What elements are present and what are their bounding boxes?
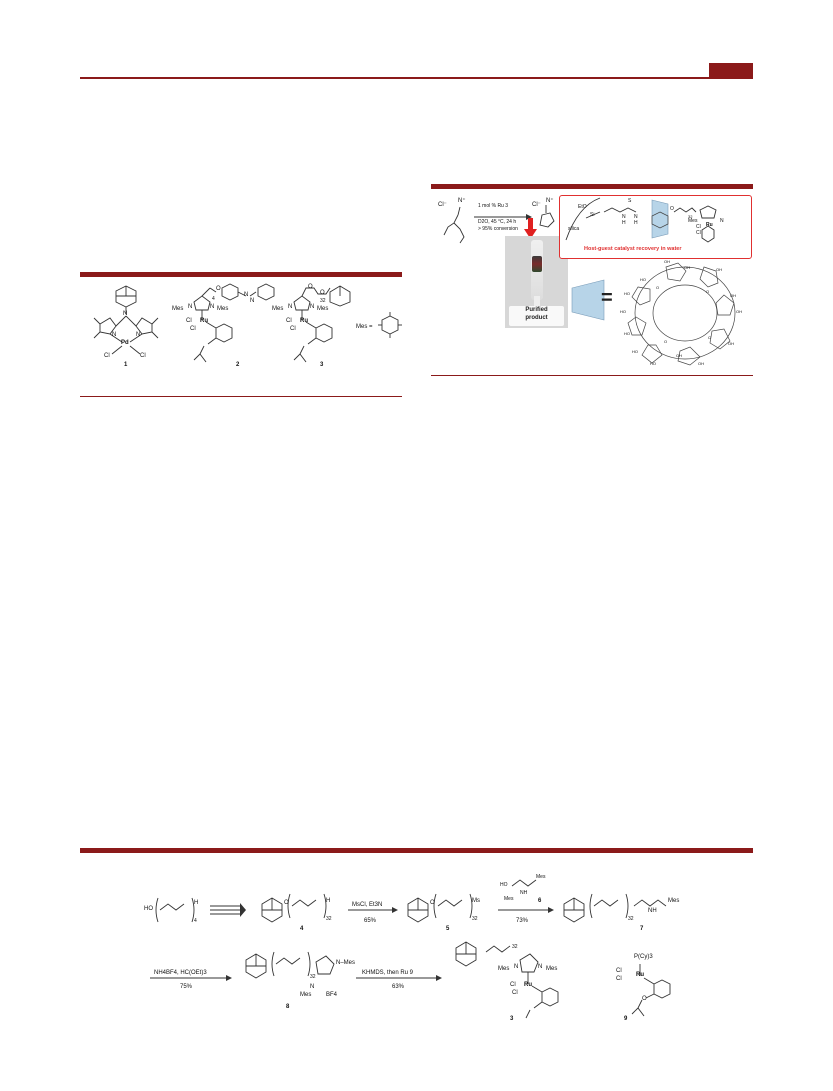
compound-2 [170, 282, 280, 370]
product3-n-right: N [538, 964, 543, 970]
product3-n-left: N [514, 964, 519, 970]
start-subscript: 4 [194, 918, 197, 924]
cd-label-6: OH [730, 293, 736, 298]
compound-2-n-left: N [188, 304, 193, 310]
product3-cl2: Cl [512, 990, 518, 996]
product8-n: N [310, 984, 315, 990]
compound-3-mes-left: Mes [272, 306, 284, 312]
product9-number: 9 [624, 1016, 628, 1022]
callout-cl2: Cl [696, 230, 701, 236]
cd-label-15: HO [632, 349, 638, 354]
callout-metal: Ru [706, 222, 713, 228]
product8-mes: Mes [300, 992, 312, 998]
start-h: H [194, 900, 199, 906]
product9-cl2: Cl [616, 976, 622, 982]
scheme-row-1 [140, 874, 740, 938]
cd-label-11: O [708, 335, 712, 340]
compound-3-o2: O [320, 290, 325, 296]
compound-3-cl1: Cl [286, 318, 292, 324]
host-guest-callout [559, 195, 752, 259]
header-rule [80, 77, 753, 79]
compound-1-cl-left: Cl [104, 353, 110, 359]
cd-label-12: OH [728, 341, 734, 346]
start-ho: HO [144, 906, 153, 912]
arrow2-yield: 65% [364, 918, 377, 924]
rcm-ammonium-left: N⁺ [458, 198, 466, 204]
compound-2-n-azo1: N [244, 292, 249, 298]
product5-subscript: 32 [472, 916, 478, 922]
product3-mes-right: Mes [546, 966, 558, 972]
product3-mes-left: Mes [498, 966, 510, 972]
callout-title: Host-guest catalyst recovery in water [584, 246, 682, 252]
compound-2-mes-left: Mes [172, 306, 184, 312]
product4-o: O [284, 900, 289, 906]
compound-3-number: 3 [320, 362, 324, 368]
rcm-counterion-left: Cl⁻ [438, 202, 447, 208]
callout-subscript: 32 [688, 214, 693, 219]
callout-urea-s: S [628, 198, 632, 204]
cd-label-14: OH [676, 353, 682, 358]
cd-label-1: OH [664, 259, 670, 264]
compound-1-structure [88, 282, 166, 370]
product9-o: O [642, 996, 647, 1002]
cd-label-13: HO [624, 331, 630, 336]
compound-3-metal: Ru [300, 318, 308, 324]
product3-number: 3 [510, 1016, 514, 1022]
compound-3 [270, 282, 370, 370]
compound-1-number: 1 [124, 362, 128, 368]
compound-2-subscript: 4 [212, 296, 215, 302]
reagent6-mes1: Mes [536, 874, 546, 880]
compound-2-o: O [216, 286, 221, 292]
product5-o: O [430, 900, 435, 906]
mes-definition-label: Mes = [356, 324, 373, 330]
arrow3-yield: 73% [516, 918, 529, 924]
mesityl-ring-structure [356, 314, 402, 344]
cd-label-16: OH [698, 361, 704, 366]
compound-2-cl2: Cl [190, 326, 196, 332]
callout-n: N [720, 218, 724, 224]
compound-3-n-right: N [310, 304, 315, 310]
compound-3-subscript: 32 [320, 298, 326, 304]
product3-metal: Ru [524, 982, 532, 988]
callout-urea-n2: N [634, 214, 638, 220]
compound-3-o1: O [308, 284, 313, 290]
compound-3-mes-right: Mes [317, 306, 329, 312]
purified-product-caption-line2: product [525, 315, 548, 321]
product9-metal: Ru [636, 972, 644, 978]
callout-urea-h1: H [622, 220, 626, 226]
figure-right-bottom-rule [431, 375, 753, 376]
compound-3-n-left: N [288, 304, 293, 310]
compound-1 [88, 282, 166, 370]
reagent6-mes2: Mes [504, 896, 514, 902]
callout-eto: EtO [578, 204, 587, 210]
product3-cl1: Cl [510, 982, 516, 988]
product9-pcy3: P(Cy)3 [634, 954, 653, 960]
rcm-condition-3: > 95% conversion [478, 226, 518, 232]
product8-bf4: BF4 [326, 992, 338, 998]
product8-n-mes: N–Mes [336, 960, 356, 966]
purified-product-caption-line1: Purified [525, 307, 548, 313]
cd-label-9: O [656, 285, 660, 290]
compound-1-cl-right: Cl [140, 353, 146, 359]
column-catalyst-band [532, 256, 542, 272]
scheme-top-rule [80, 848, 753, 853]
cd-label-17: O [664, 339, 668, 344]
cd-label-3: OH [716, 267, 722, 272]
compound-2-mes-right: Mes [217, 306, 229, 312]
product4-h: H [326, 898, 331, 904]
product4-subscript: 32 [326, 916, 332, 922]
reagent6-ho: HO [500, 882, 508, 888]
product9-cl1: Cl [616, 968, 622, 974]
cyclodextrin-structure [620, 257, 750, 370]
product5-number: 5 [446, 926, 450, 932]
compound-2-cl1: Cl [186, 318, 192, 324]
product7-subscript: 32 [628, 916, 634, 922]
product8-subscript: 32 [310, 974, 316, 980]
row2-arrow2-yield: 63% [392, 984, 405, 990]
cd-label-18: HO [650, 361, 656, 366]
product5-ms: Ms [472, 898, 480, 904]
compound-1-n-top: N [123, 311, 128, 317]
row2-arrow1-reagents: NH4BF4, HC(OEt)3 [154, 970, 207, 976]
cd-label-4: HO [640, 277, 646, 282]
compound-2-n-right: N [210, 304, 215, 310]
row2-arrow2-reagents: KHMDS, then Ru 9 [362, 970, 414, 976]
rcm-counterion-right: Cl⁻ [532, 202, 541, 208]
product4-number: 4 [300, 926, 304, 932]
rcm-condition-1: 1 mol % Ru 3 [478, 203, 509, 209]
compound-2-metal: Ru [200, 318, 208, 324]
callout-silica: silica [568, 226, 580, 232]
compound-2-n-azo2: N [250, 298, 255, 304]
product3-subscript: 32 [512, 944, 518, 950]
equals-sign: = [601, 287, 613, 309]
compound-1-metal: Pd [121, 340, 129, 346]
arrow2-reagents: MsCl, Et3N [352, 902, 383, 908]
compound-1-n-left: N [112, 332, 117, 338]
reagent6-nh: NH [520, 890, 528, 896]
cd-label-5: HO [624, 291, 630, 296]
compound-2-number: 2 [236, 362, 240, 368]
callout-cl1: Cl [696, 224, 701, 230]
product7-nh: NH [648, 908, 657, 914]
product7-mes: Mes [668, 898, 680, 904]
figure-left-top-rule [80, 272, 402, 277]
row2-arrow1-yield: 75% [180, 984, 193, 990]
compound-3-cl2: Cl [290, 326, 296, 332]
cd-label-8: HO [620, 309, 626, 314]
callout-o: O [670, 206, 674, 212]
product7-number: 7 [640, 926, 644, 932]
purified-product-caption [509, 306, 564, 326]
cd-label-10: O [706, 289, 710, 294]
cyclodextrin-ring [620, 257, 750, 370]
cd-label-7: OH [736, 309, 742, 314]
callout-si: Si [590, 212, 595, 218]
rcm-condition-2: D2O, 45 °C, 24 h [478, 219, 517, 225]
product8-number: 8 [286, 1004, 290, 1010]
scheme-row-2 [140, 942, 740, 1022]
compound-1-n-right: N [136, 332, 141, 338]
callout-urea-h2: H [634, 220, 638, 226]
callout-mes: Mes [688, 218, 698, 224]
compound-2-structure [170, 282, 280, 370]
header-badge [709, 63, 753, 78]
callout-urea-n1: N [622, 214, 626, 220]
rcm-ammonium-right: N⁺ [546, 198, 554, 204]
mes-definition [356, 314, 402, 344]
figure-right-top-rule [431, 184, 753, 189]
cd-label-2: OH [684, 265, 690, 270]
figure-left-bottom-rule [80, 396, 402, 397]
reagent6-number: 6 [538, 898, 542, 904]
